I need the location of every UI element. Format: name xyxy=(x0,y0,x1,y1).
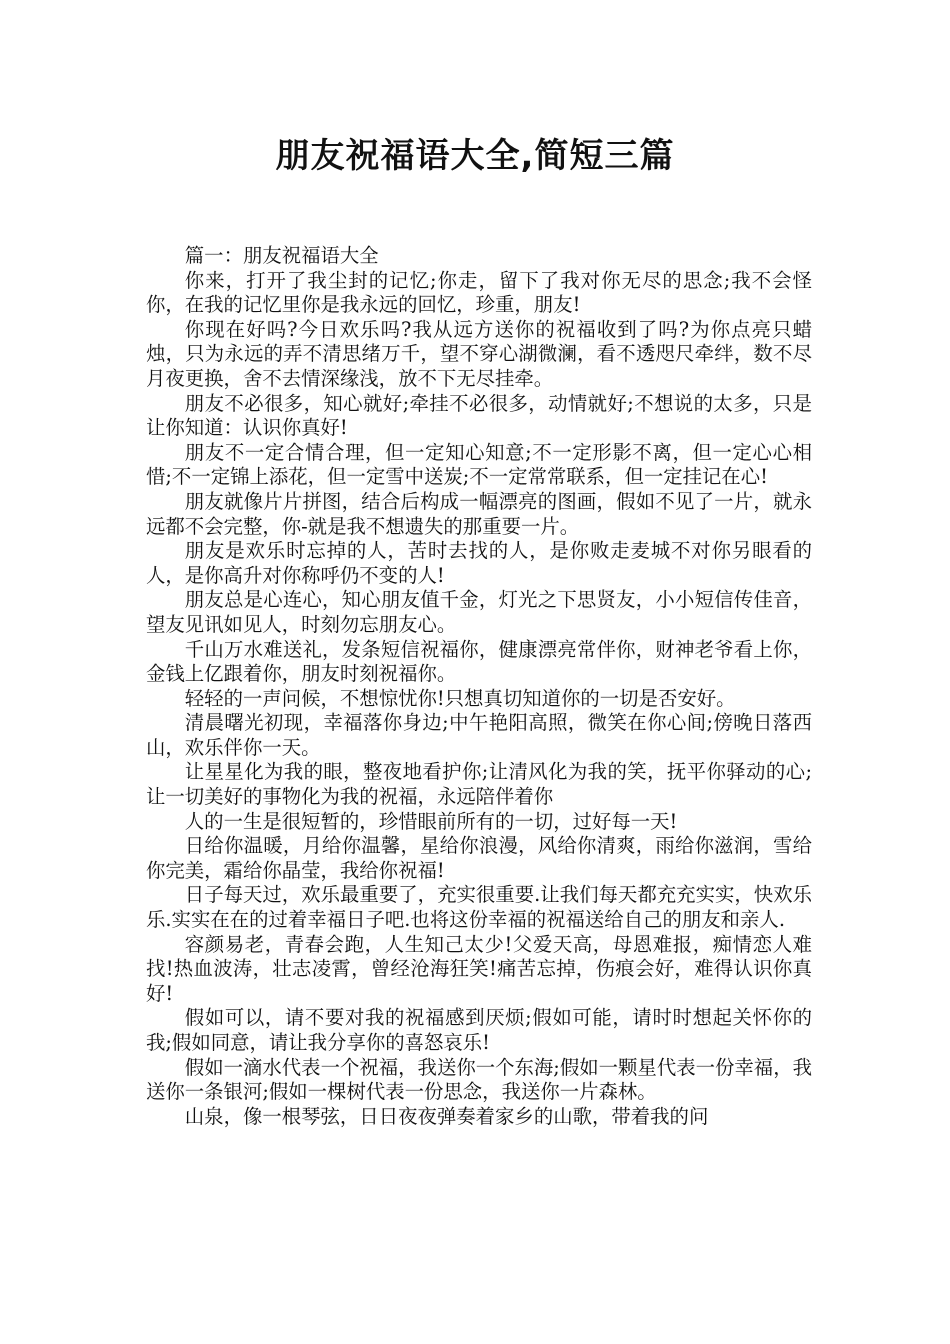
paragraph: 你来，打开了我尘封的记忆;你走，留下了我对你无尽的思念;我不会怪你，在我的记忆里你是我永远的回忆，珍重，朋友! xyxy=(146,268,812,317)
paragraph: 朋友不必很多，知心就好;牵挂不必很多，动情就好;不想说的太多，只是让你知道：认识你真好! xyxy=(146,391,812,440)
paragraph: 清晨曙光初现，幸福落你身边;中午艳阳高照，微笑在你心间;傍晚日落西山，欢乐伴你一天。 xyxy=(146,711,812,759)
paragraph: 轻轻的一声问候，不想惊忧你!只想真切知道你的一切是否安好。 xyxy=(184,686,736,710)
paragraph: 容颜易老，青春会跑，人生知己太少!父爱天高，母恩难报，痴情恋人难找!热血波涛，壮志凌霄，曾经沧海狂笑!痛苦忘掉，伤痕会好，难得认识你真好! xyxy=(146,932,812,1005)
paragraph: 朋友是欢乐时忘掉的人，苦时去找的人，是你败走麦城不对你另眼看的人，是你高升对你称呼仍不变的人! xyxy=(146,539,812,587)
document-body xyxy=(146,244,812,1129)
paragraph: 朋友不一定合情合理，但一定知心知意;不一定形影不离，但一定心心相惜;不一定锦上添花，但一定雪中送炭;不一定常常联系，但一定挂记在心! xyxy=(146,440,812,489)
paragraph: 山泉，像一根琴弦，日日夜夜弹奏着家乡的山歌，带着我的问 xyxy=(184,1104,709,1128)
paragraph: 人的一生是很短暂的，珍惜眼前所有的一切，过好每一天! xyxy=(184,809,678,833)
paragraph: 日子每天过，欢乐最重要了，充实很重要.让我们每天都充充实实，快欢乐乐.实实在在的过着幸福日子吧.也将这份幸福的祝福送给自己的朋友和亲人. xyxy=(146,883,812,932)
paragraph: 千山万水难送礼，发条短信祝福你，健康漂亮常伴你，财神老爷看上你，金钱上亿跟着你，朋友时刻祝福你。 xyxy=(146,637,812,686)
paragraph: 日给你温暖，月给你温馨，星给你浪漫，风给你清爽，雨给你滋润，雪给你完美，霜给你晶莹，我给你祝福! xyxy=(146,834,812,882)
section-heading: 篇一：朋友祝福语大全 xyxy=(184,244,379,267)
paragraph: 朋友就像片片拼图，结合后构成一幅漂亮的图画，假如不见了一片，就永远都不会完整，你-就是我不想遗失的那重要一片。 xyxy=(146,489,812,538)
paragraph: 你现在好吗?今日欢乐吗?我从远方送你的祝福收到了吗?为你点亮只蜡烛，只为永远的弄不清思绪万千，望不穿心湖微澜，看不透咫尺牵绊，数不尽月夜更换，舍不去情深缘浅，放不下无尽挂牵。 xyxy=(146,317,812,390)
paragraph: 让星星化为我的眼，整夜地看护你;让清风化为我的笑，抚平你驿动的心;让一切美好的事物化为我的祝福，永远陪伴着你 xyxy=(146,760,812,809)
paragraph: 朋友总是心连心，知心朋友值千金，灯光之下思贤友，小小短信传佳音，望友见讯如见人，时刻勿忘朋友心。 xyxy=(146,588,812,636)
paragraph: 假如可以，请不要对我的祝福感到厌烦;假如可能，请时时想起关怀你的我;假如同意，请让我分享你的喜怒哀乐! xyxy=(146,1006,812,1054)
document-title: 朋友祝福语大全,简短三篇 xyxy=(275,136,675,176)
paragraph: 假如一滴水代表一个祝福，我送你一个东海;假如一颗星代表一份幸福，我送你一条银河;假如一棵树代表一份思念，我送你一片森林。 xyxy=(146,1055,812,1104)
